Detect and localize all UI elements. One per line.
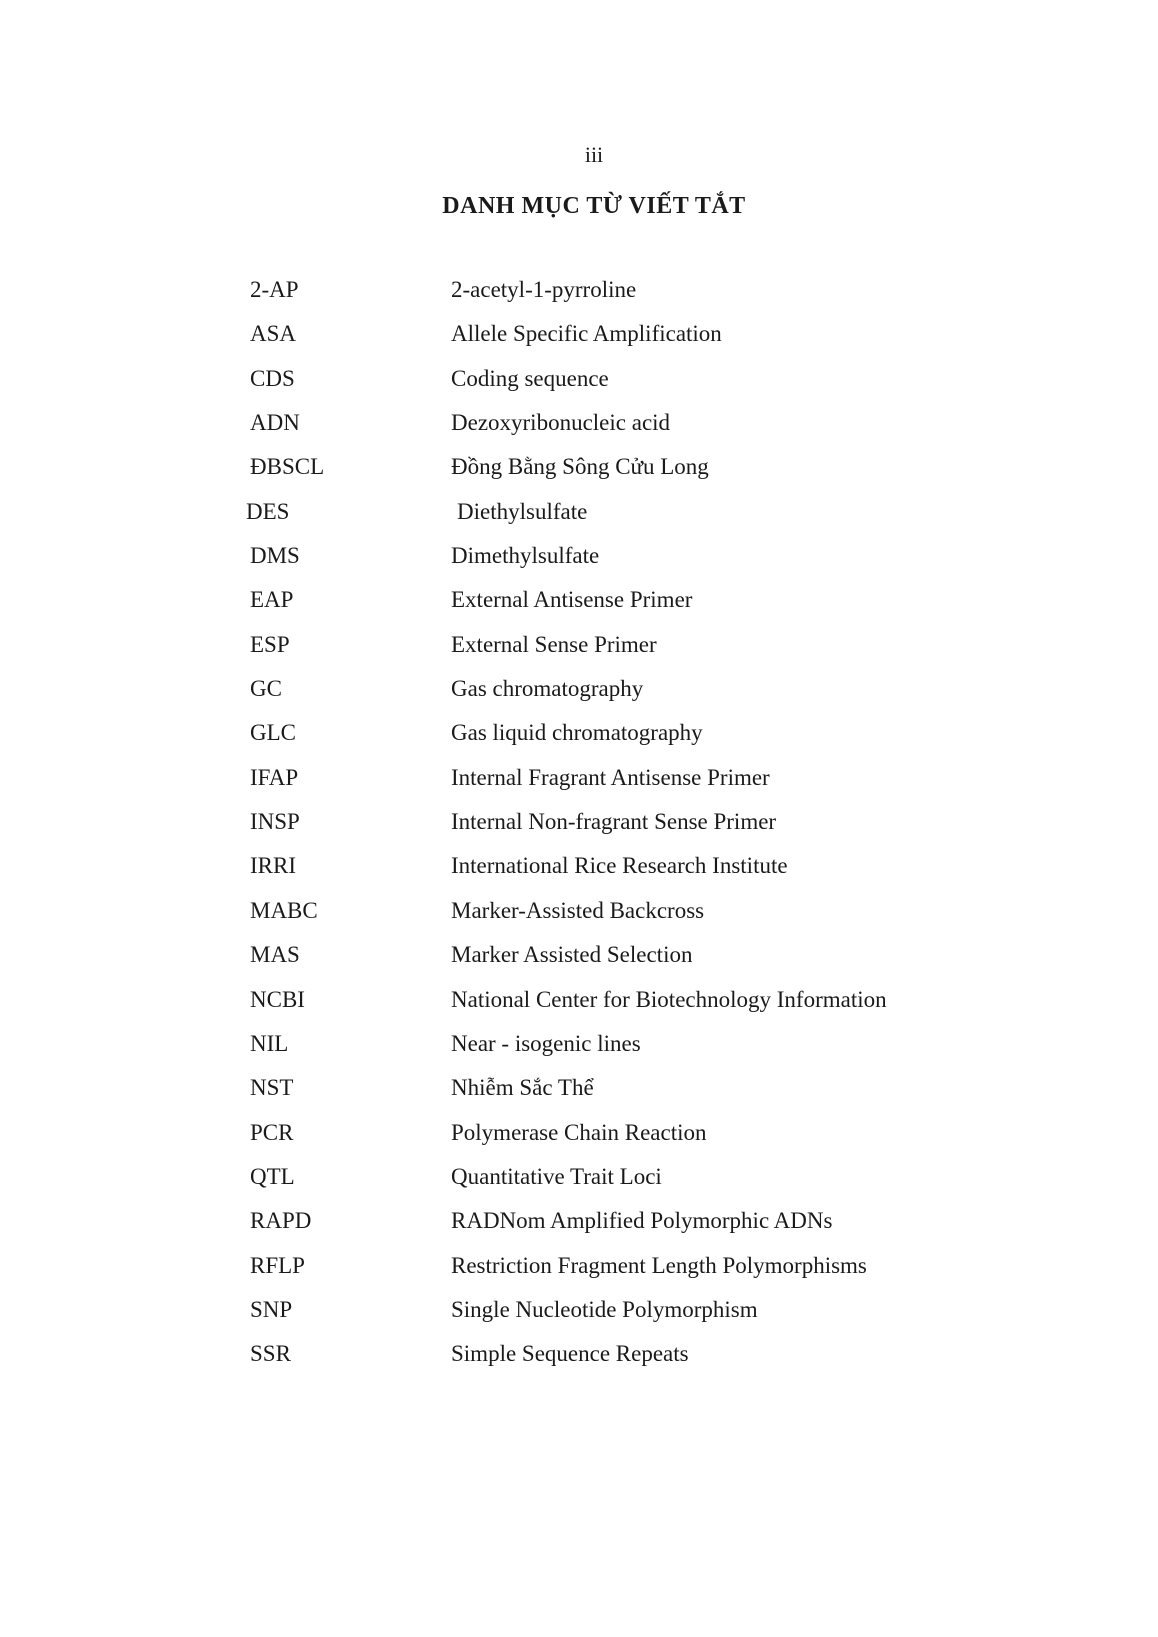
abbreviation-row: [0, 1120, 1158, 1164]
abbreviation-meaning: Restriction Fragment Length Polymorphisms: [451, 1252, 867, 1278]
abbreviation-meaning: Dezoxyribonucleic acid: [451, 410, 671, 436]
abbreviation-row: [0, 454, 1158, 498]
abbreviation-row: [0, 277, 1158, 321]
abbreviation-meaning: Quantitative Trait Loci: [451, 1163, 662, 1189]
abbreviation-row: [0, 1031, 1158, 1075]
abbreviation-term: RFLP: [250, 1252, 305, 1278]
abbreviation-meaning: Marker Assisted Selection: [451, 942, 693, 968]
abbreviation-term: DMS: [250, 543, 300, 569]
abbreviation-row: [0, 987, 1158, 1031]
abbreviation-meaning: Coding sequence: [451, 365, 609, 391]
abbreviation-meaning: Internal Fragrant Antisense Primer: [451, 764, 770, 790]
abbreviation-term: RAPD: [250, 1208, 312, 1234]
abbreviation-row: [0, 1341, 1158, 1385]
abbreviation-term: EAP: [250, 587, 294, 613]
abbreviation-row: [0, 543, 1158, 587]
abbreviation-row: [0, 410, 1158, 454]
abbreviation-row: [0, 321, 1158, 365]
abbreviation-term: MAS: [250, 942, 300, 968]
abbreviation-term: ESP: [250, 631, 290, 657]
abbreviation-meaning: Gas liquid chromatography: [451, 720, 703, 746]
abbreviation-row: [0, 898, 1158, 942]
abbreviation-row: [0, 720, 1158, 764]
abbreviation-row: [0, 1208, 1158, 1252]
abbreviation-meaning: RADNom Amplified Polymorphic ADNs: [451, 1208, 833, 1234]
abbreviation-meaning: Đồng Bằng Sông Cửu Long: [451, 454, 709, 480]
abbreviation-row: [0, 765, 1158, 809]
abbreviation-meaning: National Center for Biotechnology Information: [451, 986, 887, 1012]
abbreviation-meaning: Polymerase Chain Reaction: [451, 1119, 707, 1145]
abbreviation-meaning: Gas chromatography: [451, 676, 644, 702]
abbreviation-term: QTL: [250, 1163, 295, 1189]
abbreviation-meaning: 2-acetyl-1-pyrroline: [451, 277, 637, 302]
abbreviation-meaning: Dimethylsulfate: [451, 543, 600, 569]
abbreviation-row: [0, 676, 1158, 720]
abbreviation-row: [0, 853, 1158, 897]
abbreviation-term: NST: [250, 1075, 294, 1101]
abbreviation-row: [0, 942, 1158, 986]
abbreviation-row: [0, 1075, 1158, 1119]
abbreviation-term: NCBI: [250, 986, 305, 1012]
abbreviation-term: ĐBSCL: [250, 454, 325, 480]
abbreviation-meaning: Simple Sequence Repeats: [451, 1341, 689, 1367]
abbreviation-meaning: Single Nucleotide Polymorphism: [451, 1296, 758, 1322]
abbreviation-meaning: Nhiễm Sắc Thể: [451, 1075, 594, 1101]
abbreviation-term: CDS: [250, 365, 295, 391]
abbreviation-meaning: Diethylsulfate: [457, 498, 588, 524]
abbreviation-row: [0, 366, 1158, 410]
abbreviation-row: [0, 1164, 1158, 1208]
abbreviation-row: [0, 632, 1158, 676]
abbreviation-meaning: Near - isogenic lines: [451, 1030, 641, 1056]
abbreviation-row: [0, 587, 1158, 631]
abbreviation-meaning: External Antisense Primer: [451, 587, 693, 613]
abbreviation-meaning: External Sense Primer: [451, 631, 657, 657]
abbreviation-meaning: International Rice Research Institute: [451, 853, 788, 879]
abbreviation-term: GLC: [250, 720, 296, 746]
abbreviation-term: INSP: [250, 809, 300, 835]
abbreviation-term: NIL: [250, 1030, 289, 1056]
abbreviation-row: [0, 499, 1158, 543]
abbreviation-term: SSR: [250, 1341, 291, 1367]
abbreviation-term: PCR: [250, 1119, 294, 1145]
abbreviation-row: [0, 809, 1158, 853]
abbreviation-term: 2-AP: [250, 277, 299, 302]
abbreviation-term: GC: [250, 676, 282, 702]
abbreviation-meaning: Internal Non-fragrant Sense Primer: [451, 809, 777, 835]
abbreviation-term: DES: [246, 498, 290, 524]
abbreviation-row: [0, 1253, 1158, 1297]
page-title: DANH MỤC TỪ VIẾT TẮT: [442, 193, 746, 219]
abbreviation-meaning: Allele Specific Amplification: [451, 321, 722, 347]
page-number: iii: [584, 142, 604, 167]
abbreviation-term: ASA: [250, 321, 297, 347]
abbreviation-term: MABC: [250, 897, 318, 923]
abbreviation-term: IRRI: [250, 853, 296, 879]
abbreviation-term: SNP: [250, 1296, 293, 1322]
abbreviation-meaning: Marker-Assisted Backcross: [451, 897, 705, 923]
abbreviation-term: IFAP: [250, 764, 299, 790]
abbreviation-row: [0, 1297, 1158, 1341]
abbreviation-list: [0, 277, 1158, 1386]
abbreviation-term: ADN: [250, 410, 300, 436]
